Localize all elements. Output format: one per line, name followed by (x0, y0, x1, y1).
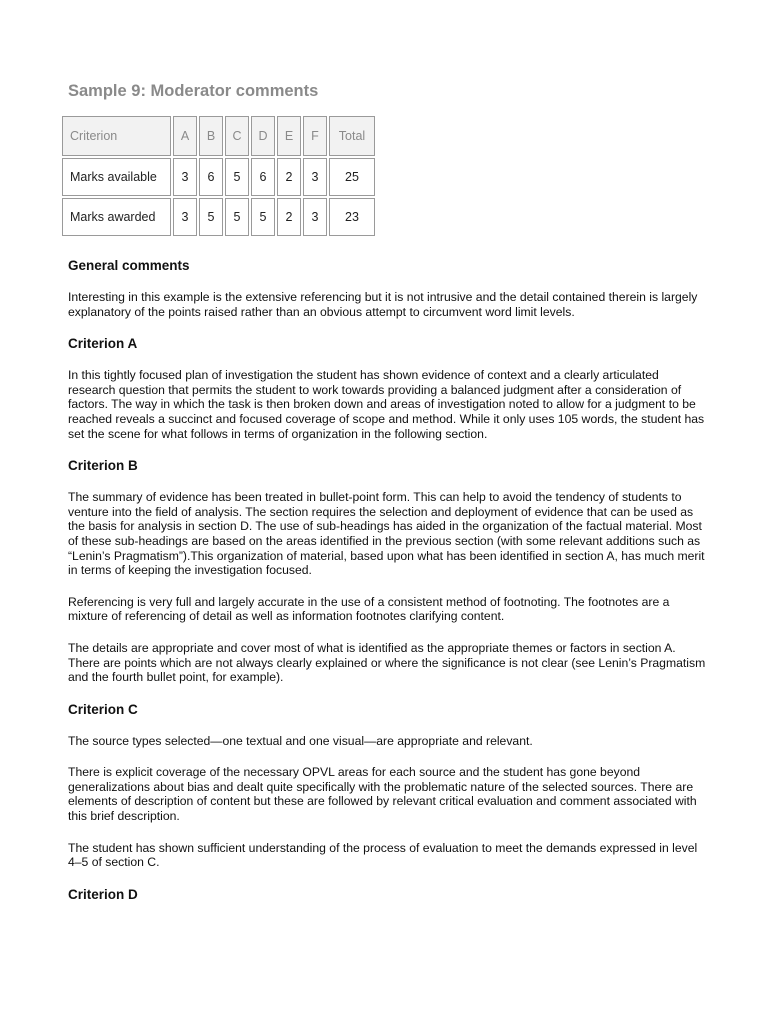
paragraph: Interesting in this example is the extensive referencing but it is not intrusive and the detail contained therein is largely explanatory of the points raised rather than an obvious attempt to circumvent word limit levels. (68, 290, 698, 319)
header-d: D (251, 116, 275, 156)
header-a: A (173, 116, 197, 156)
paragraph: There is explicit coverage of the necessary OPVL areas for each source and the student has gone beyond generalizations about bias and dealt quite specifically with the problematic nature of the selected sources. There are elements of description of content but these are followed by relevant critical evaluation and comment associated with this brief description. (68, 765, 697, 824)
cell-e: 2 (277, 158, 301, 196)
section-criterion-a (68, 336, 708, 441)
row-label: Marks awarded (62, 198, 171, 236)
paragraph: The details are appropriate and cover most of what is identified as the appropriate themes or factors in section A. There are points which are not always clearly explained or where the significance is not clear (see Lenin’s Pragmatism and the fourth bullet point, for example). (68, 640, 706, 685)
table-row-marks-available (62, 158, 375, 196)
row-label: Marks available (62, 158, 171, 196)
paragraph: The source types selected—one textual and one visual—are appropriate and relevant. (68, 733, 533, 748)
section-heading: Criterion D (68, 886, 138, 902)
section-criterion-b (68, 458, 708, 685)
cell-f: 3 (303, 198, 327, 236)
table-row-marks-awarded (62, 198, 375, 236)
cell-e: 2 (277, 198, 301, 236)
header-e: E (277, 116, 301, 156)
section-heading: Criterion C (68, 701, 138, 717)
section-heading: Criterion A (68, 336, 138, 352)
cell-c: 5 (225, 158, 249, 196)
section-heading: General comments (68, 258, 190, 273)
cell-d: 6 (251, 158, 275, 196)
cell-total: 25 (329, 158, 375, 196)
cell-total: 23 (329, 198, 375, 236)
section-criterion-d (68, 887, 708, 902)
section-heading: Criterion B (68, 458, 138, 474)
cell-a: 3 (173, 198, 197, 236)
cell-c: 5 (225, 198, 249, 236)
paragraph: The student has shown sufficient understanding of the process of evaluation to meet the demands expressed in level 4–5 of section C. (68, 840, 698, 870)
header-b: B (199, 116, 223, 156)
table-header-row (62, 116, 375, 156)
header-total: Total (329, 116, 375, 156)
cell-a: 3 (173, 158, 197, 196)
paragraph: In this tightly focused plan of investigation the student has shown evidence of context and a clearly articulated research question that permits the student to work towards providing a balanced judgment after a consideration of factors. The way in which the task is then broken down and areas of investigation noted to allow for a judgment to be reached reveals a succinct and focused coverage of scope and method. While it only uses 105 words, the student has set the scene for what follows in terms of organization in the following section. (68, 368, 705, 441)
page-title: Sample 9: Moderator comments (68, 82, 319, 100)
header-c: C (225, 116, 249, 156)
section-general-comments (68, 258, 708, 319)
cell-b: 6 (199, 158, 223, 196)
marks-table (60, 114, 377, 238)
section-criterion-c (68, 702, 708, 870)
header-criterion: Criterion (62, 116, 171, 156)
comments-body (68, 258, 708, 919)
cell-b: 5 (199, 198, 223, 236)
header-f: F (303, 116, 327, 156)
cell-f: 3 (303, 158, 327, 196)
paragraph: Referencing is very full and largely accurate in the use of a consistent method of footnoting. The footnotes are a mixture of referencing of detail as well as information footnotes clarifying content. (68, 594, 670, 624)
cell-d: 5 (251, 198, 275, 236)
paragraph: The summary of evidence has been treated in bullet-point form. This can help to avoid the tendency of students to venture into the field of analysis. The section requires the selection and deployment of evidence that can be used as the basis for analysis in section D. The use of sub-headings has aided in the organization of the factual material. Most of these sub-headings are based on the areas identified in the previous section (with some relevant additions such as “Lenin’s Pragmatism”).This organization of material, based upon what has been identified in section A, has much merit in terms of keeping the investigation focused. (68, 490, 705, 578)
